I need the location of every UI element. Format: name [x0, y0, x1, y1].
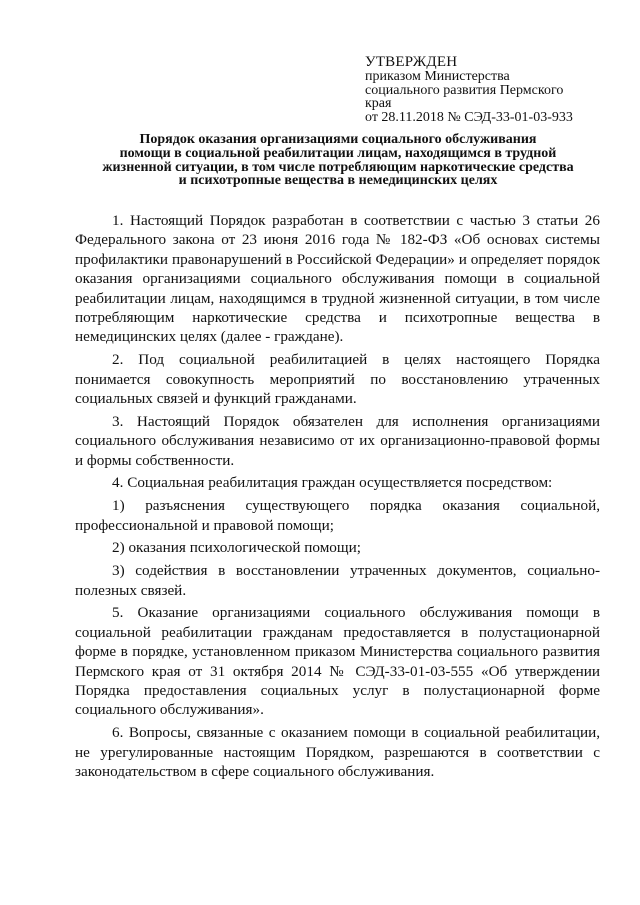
title-line: и психотропные вещества в немедицинских целях — [178, 173, 498, 189]
list-item-3: 3) содействия в восстановлении утраченных документов, социально-полезных связей. — [75, 562, 600, 599]
approval-heading: УТВЕРЖДЕН — [365, 54, 458, 70]
list-item-1: 1) разъяснения существующего порядка оказания социальной, профессиональной и правовой помощи; — [75, 497, 600, 534]
list-item-2: 2) оказания психологической помощи; — [112, 539, 361, 557]
paragraph-1: 1. Настоящий Порядок разработан в соответствии с частью 3 статьи 26 Федерального закона от 23 июня 2016 года № 182-ФЗ «Об основах системы профилактики правонарушений в Российской Федерации» и определяет порядок оказания организациями социального обслуживания помощи в социальной реабилитации лицам, находящимся в трудной жизненной ситуации, в том числе потребляющим наркотические средства и психотропные вещества в немедицинских целях (далее - граждане). — [75, 212, 600, 346]
approval-stamp — [365, 54, 605, 124]
approval-line: края — [365, 96, 392, 111]
approval-line: приказом Министерства — [365, 69, 510, 84]
approval-line: социального развития Пермского — [365, 82, 564, 98]
paragraph-5: 5. Оказание организациями социального обслуживания помощи в социальной реабилитации гражданам предоставляется в полустационарной форме в порядке, установленном приказом Министерства социального развития Пермского края от 31 октября 2014 № СЭД-33-01-03-555 «Об утверждении Порядка предоставления социальных услуг в полустационарной форме социального обслуживания». — [75, 604, 600, 719]
title-line: жизненной ситуации, в том числе потребляющим наркотические средства — [102, 159, 574, 175]
document-title — [75, 133, 601, 188]
document-body — [75, 211, 600, 785]
paragraph-3: 3. Настоящий Порядок обязателен для исполнения организациями социального обслуживания независимо от их организационно-правовой формы и формы собственности. — [75, 412, 600, 469]
paragraph-4: 4. Социальная реабилитация граждан осуществляется посредством: — [112, 474, 553, 492]
paragraph-6: 6. Вопросы, связанные с оказанием помощи в социальной реабилитации, не урегулированные настоящим Порядком, разрешаются в соответствии с законодательством в сфере социального обслуживания. — [75, 724, 600, 781]
approval-line: от 28.11.2018 № СЭД-33-01-03-933 — [365, 109, 573, 125]
title-line: помощи в социальной реабилитации лицам, находящимся в трудной — [119, 145, 557, 161]
title-line: Порядок оказания организациями социального обслуживания — [139, 132, 537, 147]
paragraph-2: 2. Под социальной реабилитацией в целях настоящего Порядка понимается совокупность мероприятий по восстановлению утраченных социальных связей и функций гражданами. — [75, 351, 600, 408]
